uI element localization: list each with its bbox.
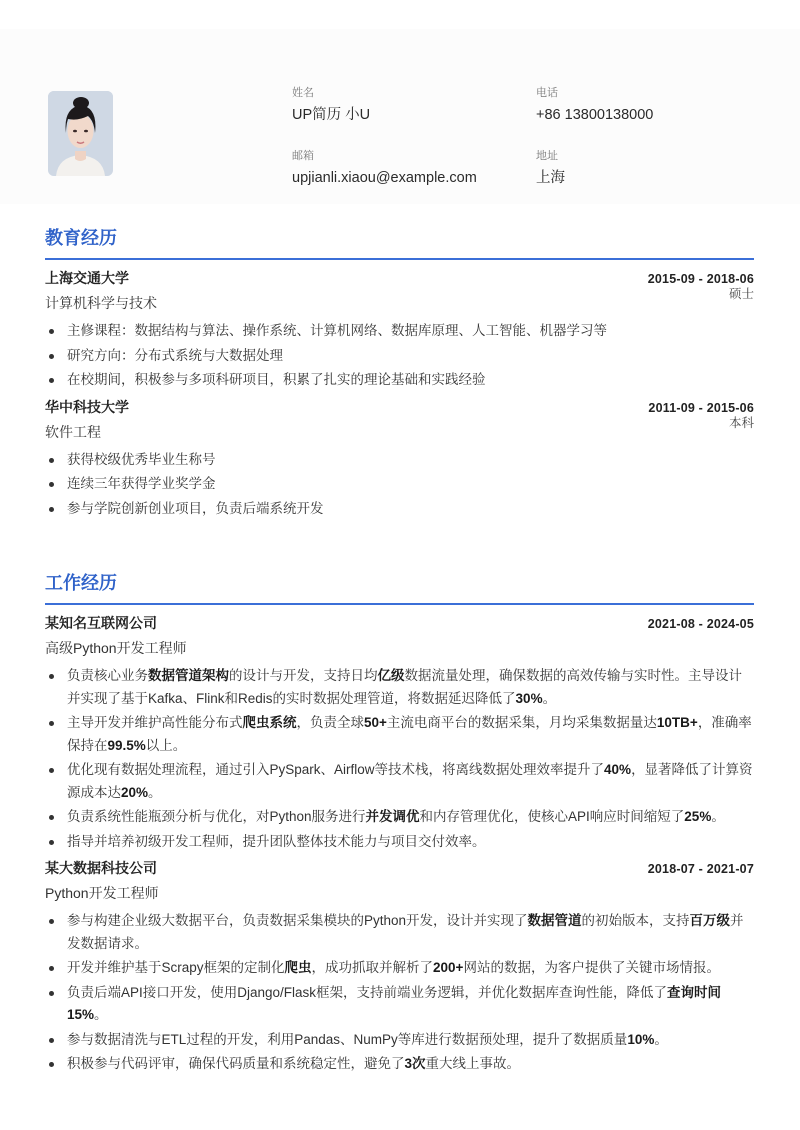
- education-entry: [45, 396, 754, 521]
- list-item: 负责系统性能瓶颈分析与优化，对Python服务进行并发调优和内存管理优化，使核心API响应时间缩短了25%。: [45, 806, 754, 829]
- list-item: 指导并培养初级开发工程师，提升团队整体技术能力与项目交付效率。: [45, 831, 754, 854]
- company-name: 某知名互联网公司: [45, 615, 157, 631]
- phone-label: 电话: [536, 87, 558, 99]
- list-item: 负责核心业务数据管道架构的设计与开发，支持日均亿级数据流量处理，确保数据的高效传输与实时性。主导设计并实现了基于Kafka、Flink和Redis的实时数据处理管道，将数据延迟降低了30%。: [45, 665, 754, 710]
- list-item: 积极参与代码评审，确保代码质量和系统稳定性，避免了3次重大线上事故。: [45, 1053, 754, 1076]
- emphasis-text: 数据管道: [527, 913, 582, 928]
- emphasis-text: 3次: [404, 1056, 426, 1071]
- section-title-education: 教育经历: [45, 226, 754, 260]
- list-item: 连续三年获得学业奖学金: [45, 473, 754, 496]
- school-name: 上海交通大学: [45, 270, 129, 286]
- date-range: 2021-08 - 2024-05: [647, 617, 754, 631]
- emphasis-text: 15%: [67, 1007, 95, 1022]
- work-entry: [45, 612, 754, 853]
- email-field: [292, 149, 477, 188]
- address-label: 地址: [536, 150, 558, 162]
- emphasis-text: 25%: [684, 809, 712, 824]
- list-item: 研究方向：分布式系统与大数据处理: [45, 345, 754, 368]
- phone-value: +86 13800138000: [536, 107, 654, 123]
- school-name: 华中科技大学: [45, 398, 129, 415]
- emphasis-text: 10TB+: [656, 715, 698, 730]
- list-item: 参与构建企业级大数据平台，负责数据采集模块的Python开发，设计并实现了数据管道的初始版本，支持百万级并发数据请求。: [45, 910, 754, 955]
- name-value: UP简历 小U: [292, 107, 371, 123]
- emphasis-text: 10%: [627, 1031, 655, 1047]
- education-section: [45, 226, 754, 522]
- list-item: 开发并维护基于Scrapy框架的定制化爬虫，成功抓取并解析了200+网站的数据，为客户提供了关键市场情报。: [45, 957, 754, 980]
- list-item: 负责后端API接口开发，使用Django/Flask框架，支持前端业务逻辑，并优化数据库查询性能，降低了查询时间15%。: [45, 982, 754, 1027]
- email-label: 邮箱: [292, 150, 314, 162]
- emphasis-text: 查询时间: [667, 984, 722, 1000]
- list-item: 主修课程：数据结构与算法、操作系统、计算机网络、数据库原理、人工智能、机器学习等: [45, 320, 754, 343]
- profile-photo: [48, 91, 113, 176]
- email-value: upjianli.xiaou@example.com: [292, 170, 477, 186]
- major: 软件工程: [45, 423, 101, 440]
- emphasis-text: 并发调优: [365, 809, 420, 824]
- degree: 硕士: [728, 287, 754, 301]
- education-entry: [45, 267, 754, 392]
- address-field: [536, 149, 565, 188]
- emphasis-text: 99.5%: [107, 737, 146, 753]
- phone-field: [536, 86, 653, 125]
- date-range: 2011-09 - 2015-06: [648, 400, 754, 415]
- emphasis-text: 亿级: [377, 668, 405, 683]
- emphasis-text: 数据管道架构: [148, 668, 229, 683]
- list-item: 主导开发并维护高性能分布式爬虫系统，负责全球50+主流电商平台的数据采集，月均采集数据量达10TB+，准确率保持在99.5%以上。: [45, 712, 754, 757]
- bullet-list: [45, 320, 754, 392]
- emphasis-text: 20%: [121, 784, 149, 800]
- degree: 本科: [728, 415, 754, 430]
- emphasis-text: 爬虫: [284, 960, 312, 975]
- section-title-work: 工作经历: [45, 571, 754, 605]
- list-item: 参与数据清洗与ETL过程的开发，利用Pandas、NumPy等库进行数据预处理，提升了数据质量10%。: [45, 1029, 754, 1052]
- list-item: 获得校级优秀毕业生称号: [45, 449, 754, 472]
- work-entry: [45, 857, 754, 1076]
- bullet-list: [45, 449, 754, 521]
- emphasis-text: 200+: [433, 960, 464, 975]
- name-label: 姓名: [292, 87, 314, 99]
- emphasis-text: 30%: [515, 690, 543, 706]
- work-section: [45, 571, 754, 1078]
- job-title: 高级Python开发工程师: [45, 640, 187, 656]
- date-range: 2015-09 - 2018-06: [647, 272, 754, 286]
- major: 计算机科学与技术: [45, 295, 157, 311]
- company-name: 某大数据科技公司: [45, 860, 157, 876]
- emphasis-text: 百万级: [689, 913, 731, 928]
- portrait-icon: [48, 91, 113, 176]
- address-value: 上海: [536, 170, 565, 186]
- date-range: 2018-07 - 2021-07: [647, 862, 754, 876]
- bullet-list: [45, 665, 754, 853]
- list-item: 参与学院创新创业项目，负责后端系统开发: [45, 498, 754, 521]
- emphasis-text: 50+: [364, 715, 387, 730]
- bullet-list: [45, 910, 754, 1076]
- name-field: [292, 86, 370, 125]
- list-item: 在校期间，积极参与多项科研项目，积累了扎实的理论基础和实践经验: [45, 369, 754, 392]
- job-title: Python开发工程师: [45, 885, 159, 901]
- list-item: 优化现有数据处理流程，通过引入PySpark、Airflow等技术栈，将离线数据处理效率提升了40%，显著降低了计算资源成本达20%。: [45, 759, 754, 804]
- emphasis-text: 40%: [604, 762, 632, 777]
- emphasis-text: 爬虫系统: [242, 715, 297, 730]
